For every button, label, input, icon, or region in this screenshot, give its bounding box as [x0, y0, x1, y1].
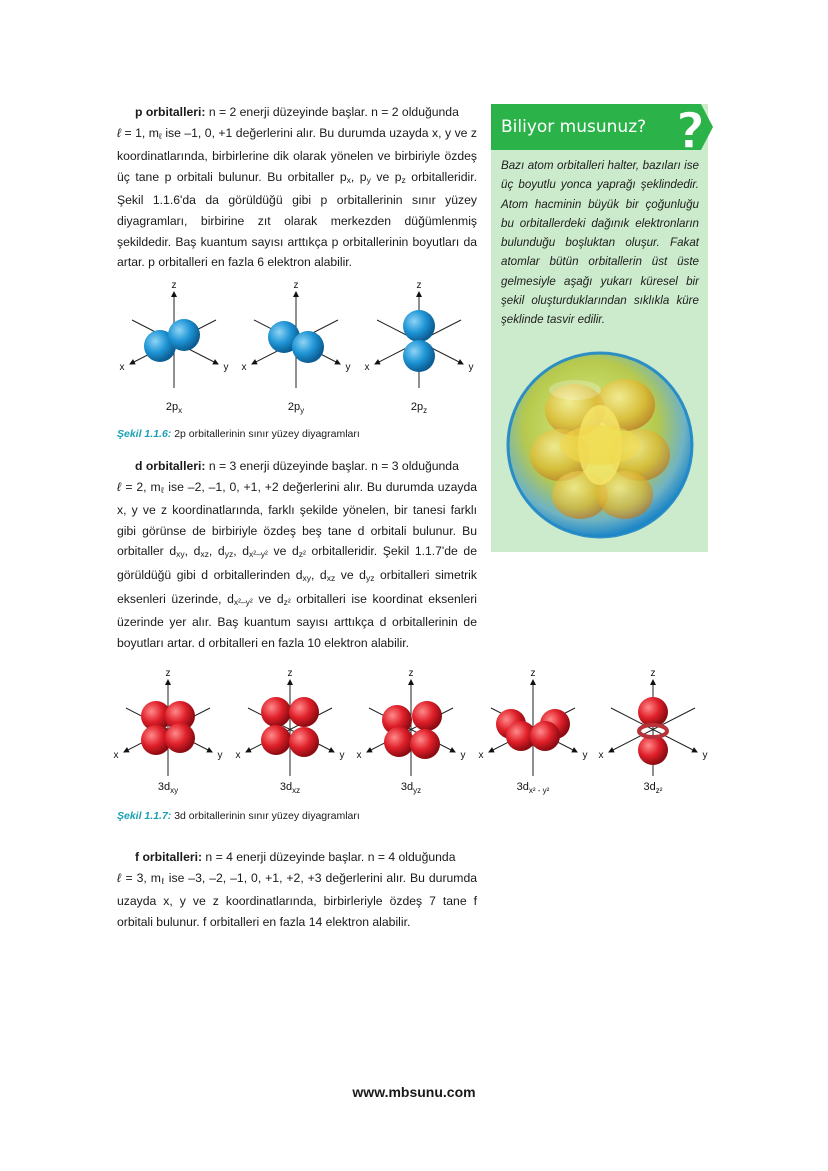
x-label-d4: x — [598, 750, 604, 761]
z-label-p0: z — [171, 282, 177, 291]
d-orbitals-paragraph: d orbitalleri: n = 3 enerji düzeyinde başlar. n = 3 olduğunda ℓ = 2, $m_\ell$ ise –2, –1, 0, +1, +2 değerlerini alır. Bu durumda uzayda x, y ve z koordinatlarında, farklı şekilde yönelen, bir tanesi farklı gibi görünse de birbiriyle özdeş beş tane d orbitali bulunur. Bu orbitaller $d_{xy}$, $d_{xz}$, $d_{yz}$, $d_{x^2-y^2}$ ve $d_{z^2}$ orbitalleridir. Şekil 1.1.7'de de görüldüğü gibi d orbitallerinden $d_{xy}$, $d_{xz}$ ve $d_{yz}$ orbitalleri simetrik eksenleri üzerinde, $d_{x^2-y^2}$ ve $d_{z^2}$ orbitalleri ise koordinat eksenleri üzerinde yer alır. Baş kuantum sayısı arttıkça d orbitallerinin de boyutları artar. d orbitalleri en fazla 10 elektron alabilir. — [117, 459, 478, 650]
d-lobe-4-top — [638, 697, 668, 727]
p-orbital-label-0: $2p_x$ — [165, 401, 183, 415]
y-label-d4: y — [702, 750, 708, 761]
d-figure-caption: Şekil 1.1.7: 3d orbitallerinin sınır yüzey diyagramları — [117, 810, 360, 822]
d-orbitals-figure — [108, 668, 718, 798]
d-orbital-label-3: $3d_{x^2 - y^2}$ — [516, 781, 550, 795]
z-label-d3: z — [530, 668, 536, 679]
x-label-p0: x — [119, 362, 125, 373]
x-label-d3: x — [478, 750, 484, 761]
d-orbital-label-0: $3d_{xy}$ — [157, 781, 179, 795]
x-label-d0: x — [113, 750, 119, 761]
z-label-d4: z — [650, 668, 656, 679]
p-orbitals-lead: p orbitalleri: — [135, 105, 206, 119]
z-label-p1: z — [293, 282, 299, 291]
p-orbital-label-2: $2p_z$ — [410, 401, 428, 415]
y-label-d3: y — [582, 750, 588, 761]
d-lobe-1-1 — [289, 697, 319, 727]
d-lobe-3-3 — [530, 721, 560, 751]
p-orbitals-figure — [110, 282, 480, 417]
d-lobe-1-2 — [261, 725, 291, 755]
z-label-d1: z — [287, 668, 293, 679]
d-lobe-2-1 — [412, 701, 442, 731]
d-lobe-2-3 — [410, 729, 440, 759]
p-lobe-0-b — [168, 319, 200, 351]
sidebar-body: Bazı atom orbitalleri halter, bazıları ise üç boyutlu yonca yaprağı şeklindedir. Atom hacminin büyük bir çoğunluğu bu orbitallerdeki dağınık elektronların bulunduğu boşluktan oluşur. Fakat atomlar bütün orbitallerin üst üste gelmesiyle aşağı yukarı küresel bir şekil oluşturduklarından sıklıkla küre şeklinde tasvir edilir. — [501, 159, 699, 327]
footer-url: www.mbsunu.com — [352, 1084, 476, 1100]
y-label-p0: y — [223, 362, 229, 373]
p-lobe-2-a — [403, 310, 435, 342]
p-lobe-1-b — [292, 331, 324, 363]
d-lobe-1-0 — [261, 697, 291, 727]
p-orbital-label-1: $2p_y$ — [287, 401, 305, 415]
d-orbital-label-4: $3d_{z^2}$ — [643, 781, 663, 795]
x-label-d2: x — [356, 750, 362, 761]
d-lobe-4-bottom — [638, 735, 668, 765]
z-label-d2: z — [408, 668, 414, 679]
x-label-p1: x — [241, 362, 247, 373]
y-label-d2: y — [460, 750, 466, 761]
x-label-d1: x — [235, 750, 241, 761]
y-label-d1: y — [339, 750, 345, 761]
question-mark-icon: ? — [676, 104, 706, 150]
d-lobe-2-2 — [384, 727, 414, 757]
d-lobe-0-3 — [165, 723, 195, 753]
d-orbital-label-2: $3d_{yz}$ — [400, 781, 422, 795]
y-label-p1: y — [345, 362, 351, 373]
atom-orbitals-sphere-illustration — [505, 350, 695, 540]
z-label-d0: z — [165, 668, 171, 679]
p-figure-caption: Şekil 1.1.6: 2p orbitallerinin sınır yüzey diyagramları — [117, 428, 360, 440]
z-label-p2: z — [416, 282, 422, 291]
d-lobe-1-3 — [289, 727, 319, 757]
p-lobe-2-b — [403, 340, 435, 372]
f-orbitals-paragraph: f orbitalleri: n = 4 enerji düzeyinde başlar. n = 4 olduğunda ℓ = 3, $m_\ell$ ise –3, –2, –1, 0, +1, +2, +3 değerlerini alır. Bu durumda uzayda x, y ve z koordinatlarında, birbirleriyle özdeş 7 tane f orbitali bulunur. f orbitalleri en fazla 14 elektron alabilir. — [117, 850, 477, 929]
y-label-p2: y — [468, 362, 474, 373]
p-orbitals-paragraph: p orbitalleri: n = 2 enerji düzeyinde başlar. n = 2 olduğunda ℓ = 1, $m_\ell$ ise –1, 0, +1 değerlerini alır. Bu durumda uzayda x, y ve z koordinatlarında, birbirlerine dik olarak yönelen ve birbiriyle özdeş üç tane p orbitali bulunur. Bu orbitaller $p_x$, $p_y$ ve $p_z$ orbitalleridir. Şekil 1.1.6'da da görüldüğü gibi p orbitallerinin sınır yüzey diyagramları, birbirine zıt olarak merkezden düğümlenmiş şekildedir. Baş kuantum sayısı arttıkça p orbitallerinin boyutları da artar. p orbitalleri en fazla 6 elektron alabilir. — [117, 105, 478, 270]
d-orbital-label-1: $3d_{xz}$ — [279, 781, 301, 795]
y-label-d0: y — [217, 750, 223, 761]
sidebar-title: Biliyor musunuz? — [501, 117, 647, 137]
x-label-p2: x — [364, 362, 370, 373]
